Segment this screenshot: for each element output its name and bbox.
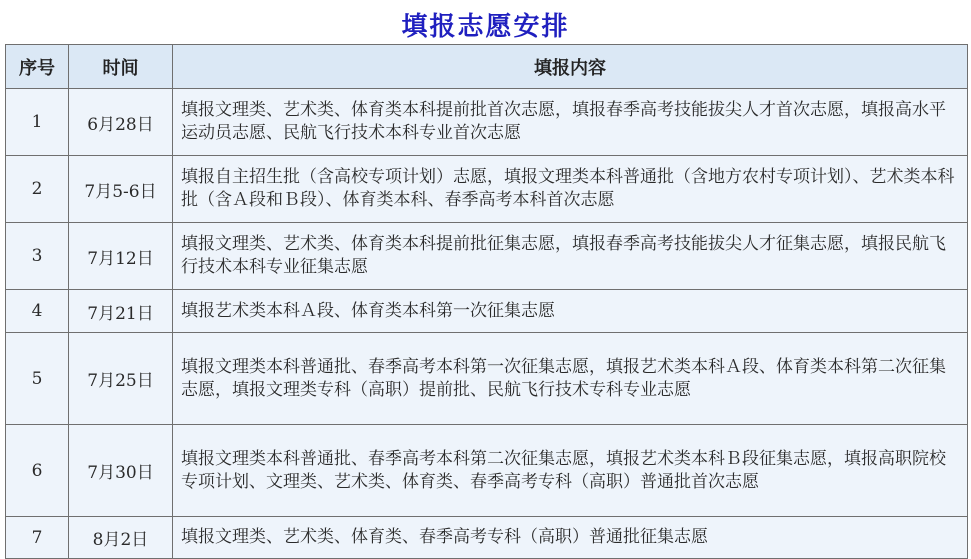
row-content: 填报文理类本科普通批、春季高考本科第二次征集志愿，填报艺术类本科Ｂ段征集志愿，填报高职院校专项计划、文理类、艺术类、体育类、春季高考专科（高职）普通批首次志愿: [173, 425, 968, 517]
page-title: 填报志愿安排: [401, 12, 570, 42]
row-time: 7月12日: [69, 223, 173, 290]
row-index: 5: [6, 333, 69, 425]
row-content: 填报艺术类本科Ａ段、体育类本科第一次征集志愿: [173, 290, 968, 333]
table-row: [6, 425, 968, 517]
row-content: 填报文理类本科普通批、春季高考本科第一次征集志愿，填报艺术类本科Ａ段、体育类本科第二次征集志愿，填报文理类专科（高职）提前批、民航飞行技术专科专业志愿: [173, 333, 968, 425]
table-row: [6, 223, 968, 290]
row-index: 7: [6, 517, 69, 559]
row-time: 8月2日: [69, 517, 173, 559]
row-index: 1: [6, 89, 69, 156]
row-content: 填报文理类、艺术类、体育类、春季高考专科（高职）普通批征集志愿: [173, 517, 968, 559]
row-time: 6月28日: [69, 89, 173, 156]
header-index: 序号: [6, 45, 69, 89]
table-row: [6, 290, 968, 333]
header-content: 填报内容: [173, 45, 968, 89]
row-content: 填报文理类、艺术类、体育类本科提前批首次志愿，填报春季高考技能拔尖人才首次志愿，填报高水平运动员志愿、民航飞行技术本科专业首次志愿: [173, 89, 968, 156]
row-content: 填报文理类、艺术类、体育类本科提前批征集志愿，填报春季高考技能拔尖人才征集志愿，填报民航飞行技术本科专业征集志愿: [173, 223, 968, 290]
row-time: 7月25日: [69, 333, 173, 425]
header-row: [6, 45, 968, 89]
table-row: [6, 333, 968, 425]
row-index: 3: [6, 223, 69, 290]
table-row: [6, 89, 968, 156]
row-time: 7月5-6日: [69, 156, 173, 223]
row-index: 6: [6, 425, 69, 517]
table-row: [6, 156, 968, 223]
row-index: 2: [6, 156, 69, 223]
row-index: 4: [6, 290, 69, 333]
table-row: [6, 517, 968, 559]
row-time: 7月30日: [69, 425, 173, 517]
header-time: 时间: [69, 45, 173, 89]
schedule-table: [5, 44, 968, 559]
row-content: 填报自主招生批（含高校专项计划）志愿，填报文理类本科普通批（含地方农村专项计划）、艺术类本科批（含Ａ段和Ｂ段）、体育类本科、春季高考本科首次志愿: [173, 156, 968, 223]
row-time: 7月21日: [69, 290, 173, 333]
